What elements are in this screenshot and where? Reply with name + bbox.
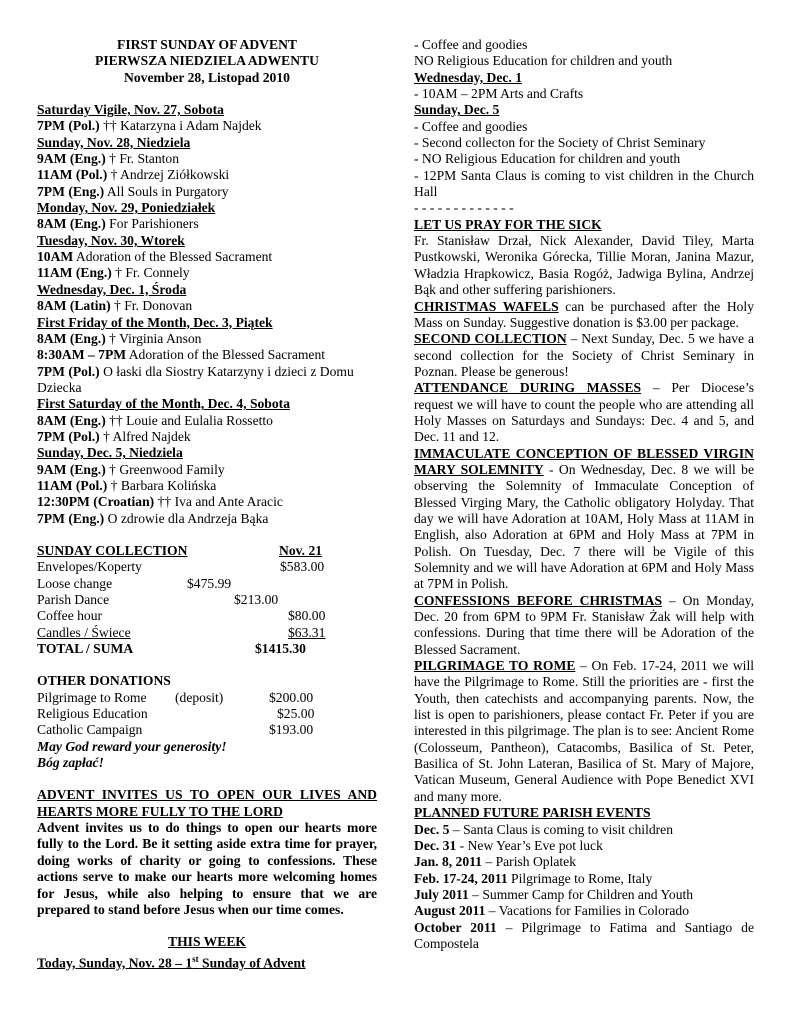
announcement-title: LET US PRAY FOR THE SICK xyxy=(414,216,602,232)
schedule-intention: † Alfred Najdek xyxy=(99,428,191,444)
schedule-intention: †† Katarzyna i Adam Najdek xyxy=(99,118,262,134)
schedule-time: 11AM (Eng.) xyxy=(37,265,112,281)
week-item: - NO Religious Education for children and youth xyxy=(414,151,681,167)
event-item xyxy=(414,854,754,870)
announcement-separator: – xyxy=(566,331,582,347)
event-text: – Summer Camp for Children and Youth xyxy=(468,886,694,902)
announcement xyxy=(414,446,754,593)
donation-row xyxy=(37,690,377,706)
announcement-separator: – xyxy=(641,380,672,396)
schedule-time: 8:30AM – 7PM xyxy=(37,347,127,363)
schedule-entry xyxy=(37,347,377,363)
announcement-title: IMMACULATE CONCEPTION OF BLESSED VIRGIN MARY SOLEMNITY xyxy=(414,445,754,477)
donation-label: Religious Education xyxy=(37,706,148,722)
announcement-body: On Wednesday, Dec. 8 we will be observing the Solemnity of Immaculate Conception of Blessed Virging Mary, the Catholic obligatory Holyday. That day we will have Adoration at 10AM, Holy Mass at 11AM in English, also Adoration at 6PM and Holy Mass at 7PM in Polish. On Tuesday, Dec. 7 there will be Vigile of this Solemnity and we will have Adoration at 6PM and Holy Mass at 7PM in Polish. xyxy=(414,461,754,592)
event-date: Dec. 31 xyxy=(414,837,457,853)
schedule-day: First Saturday of the Month, Dec. 4, Sobota xyxy=(37,396,290,412)
events-heading: PLANNED FUTURE PARISH EVENTS xyxy=(414,805,651,821)
event-item xyxy=(414,822,754,838)
schedule-entry xyxy=(37,265,377,281)
schedule-day: Wednesday, Dec. 1, Środa xyxy=(37,281,187,297)
collection-label: Coffee hour xyxy=(37,608,103,624)
schedule-day: Sunday, Dec. 5, Niedziela xyxy=(37,445,183,461)
schedule-intention: For Parishioners xyxy=(105,216,199,232)
event-date: August 2011 xyxy=(414,903,486,919)
schedule-time: 8AM (Latin) xyxy=(37,298,111,314)
week-day: Wednesday, Dec. 1 xyxy=(414,69,522,85)
schedule-entry xyxy=(37,118,377,134)
collection-amount: $80.00 xyxy=(288,608,326,624)
event-text: – Santa Claus is coming to visit children xyxy=(449,821,674,837)
advent-body: Advent invites us to do things to open our hearts more fully to the Lord. Be it setting aside extra time for prayer, doing works of charity or going to confessions. These actions serve to make our hearts more welcoming homes for Jesus, while also helping to ensure that we are prepared to stand before Jesus when our time comes. xyxy=(37,820,377,917)
collection-heading-row xyxy=(37,543,377,559)
event-text: – Parish Oplatek xyxy=(481,854,576,870)
collection-total-label: TOTAL / SUMA xyxy=(37,641,134,657)
schedule-intention: †† Louie and Eulalia Rossetto xyxy=(105,412,273,428)
schedule-time: 12:30PM (Croatian) xyxy=(37,494,155,510)
schedule-entry xyxy=(37,298,377,314)
collection-row xyxy=(37,625,377,641)
schedule-entry xyxy=(37,331,377,347)
collection-total-row xyxy=(37,641,377,657)
schedule-time: 9AM (Eng.) xyxy=(37,151,106,167)
week-item: - Coffee and goodies xyxy=(414,37,528,52)
donation-amount: $200.00 xyxy=(269,689,314,705)
donation-note: (deposit) xyxy=(175,689,224,705)
event-date: July 2011 xyxy=(414,886,469,902)
left-column xyxy=(37,37,377,971)
announcements xyxy=(414,217,754,805)
announcement-title: SECOND COLLECTION xyxy=(414,331,567,347)
event-text: – Vacations for Families in Colorado xyxy=(485,903,690,919)
announcement-body: On Feb. 17-24, 2011 we will have the Pilgrimage to Rome. Still the priorities are - first the Youth, then catechists and accompanying parents. Now, the list is open to parishioners, please contact Fr. Peter if you are interested in this pilgrimage. The plan is to see: Ancient Rome (Colosseum, Pantheon), Catacombs, Basilica of St. Peter, Basilica of St. John Lateran, Basilica of St. Mary of Majore, Vatican Museum, General Audience with Pope Benedict XVI and many more. xyxy=(414,658,754,804)
event-date: Feb. 17-24, 2011 xyxy=(414,870,508,886)
today-prefix: Today, Sunday, Nov. 28 – 1 xyxy=(37,955,193,971)
event-date: October 2011 xyxy=(414,919,497,935)
collection-amount: $583.00 xyxy=(280,559,325,575)
collection-total-amount: $1415.30 xyxy=(255,641,306,657)
schedule-time: 7PM (Pol.) xyxy=(37,363,100,379)
announcement xyxy=(414,217,754,299)
schedule-entry xyxy=(37,249,377,265)
schedule-time: 8AM (Eng.) xyxy=(37,216,106,232)
collection-heading: SUNDAY COLLECTION xyxy=(37,542,188,558)
event-date: Dec. 5 xyxy=(414,821,450,837)
announcement-separator: – xyxy=(662,592,683,608)
schedule-entry xyxy=(37,478,377,494)
schedule-time: 11AM (Pol.) xyxy=(37,477,108,493)
schedule-entry xyxy=(37,429,377,445)
title-polish: PIERWSZA NIEDZIELA ADWENTU xyxy=(95,53,319,69)
week-item: NO Religious Education for children and youth xyxy=(414,53,673,69)
week-item: - Coffee and goodies xyxy=(414,118,528,134)
event-item xyxy=(414,920,754,953)
schedule-intention: O zdrowie dla Andrzeja Bąka xyxy=(104,510,269,526)
announcement xyxy=(414,331,754,380)
collection-label: Loose change xyxy=(37,575,113,591)
schedule-day: Monday, Nov. 29, Poniedziałek xyxy=(37,200,216,216)
announcement-title: ATTENDANCE DURING MASSES xyxy=(414,380,642,396)
schedule-day: Tuesday, Nov. 30, Wtorek xyxy=(37,232,185,248)
schedule-time: 11AM (Pol.) xyxy=(37,167,108,183)
schedule-time: 7PM (Eng.) xyxy=(37,183,105,199)
donation-amount: $25.00 xyxy=(277,706,315,722)
collection-amount: $63.31 xyxy=(288,624,326,640)
collection-amount: $213.00 xyxy=(234,592,279,607)
schedule-intention: †† Iva and Ante Aracic xyxy=(154,494,283,510)
week-day: Sunday, Dec. 5 xyxy=(414,102,500,118)
sunday-collection xyxy=(37,543,377,657)
schedule-intention: † Greenwood Family xyxy=(105,461,225,477)
event-item xyxy=(414,871,754,887)
today-suffix: Sunday of Advent xyxy=(198,955,306,971)
schedule-time: 7PM (Pol.) xyxy=(37,118,100,134)
collection-row xyxy=(37,592,377,608)
event-date: Jan. 8, 2011 xyxy=(414,854,482,870)
donation-row xyxy=(37,722,377,738)
donation-label: Catholic Campaign xyxy=(37,722,143,738)
announcement-separator: – xyxy=(575,658,592,674)
thanks-english: May God reward your generosity! xyxy=(37,738,227,754)
title-english: FIRST SUNDAY OF ADVENT xyxy=(117,37,297,52)
future-events xyxy=(414,805,754,952)
schedule-day: First Friday of the Month, Dec. 3, Piątek xyxy=(37,314,273,330)
schedule-time: 9AM (Eng.) xyxy=(37,461,106,477)
donations-heading-text: OTHER DONATIONS xyxy=(37,673,171,689)
schedule-intention: † Fr. Connely xyxy=(111,265,190,281)
announcement-body: can be purchased after the Holy Mass on Sunday. Suggestive donation is $3.00 per package. xyxy=(414,298,755,330)
schedule-time: 8AM (Eng.) xyxy=(37,330,106,346)
schedule-intention: All Souls in Purgatory xyxy=(104,183,229,199)
other-donations xyxy=(37,673,377,771)
schedule-intention: Adoration of the Blessed Sacrament xyxy=(73,249,273,265)
bulletin-date: November 28, Listopad 2010 xyxy=(124,69,290,85)
donation-row xyxy=(37,706,377,722)
thanks-polish: Bóg zapłać! xyxy=(37,755,104,771)
donation-label: Pilgrimage to Rome xyxy=(37,689,147,705)
announcement-body: On Monday, Dec. 20 from 6PM to 9PM Fr. Stanisław Żak will help with confessions. During that time there will be Adoration of the Blessed Sacrament. xyxy=(414,592,755,657)
schedule-entry xyxy=(37,184,377,200)
this-week-heading: THIS WEEK xyxy=(168,934,246,950)
right-column xyxy=(414,37,754,952)
schedule-intention: † Fr. Donovan xyxy=(110,298,193,314)
announcement-body: Fr. Stanisław Drzał, Nick Alexander, David Tiley, Marta Pustkowski, Weronika Górecka, Tillie Moran, Janina Mazur, Władzia Hrapkowicz, Basia Rogóż, Jadwiga Bylina, Andrzej Bąk and other suffering parishioners. xyxy=(414,233,754,298)
announcement xyxy=(414,299,754,332)
schedule-intention: Adoration of the Blessed Sacrament xyxy=(126,347,326,363)
announcement-title: CONFESSIONS BEFORE CHRISTMAS xyxy=(414,592,663,608)
mass-schedule xyxy=(37,102,377,527)
schedule-time: 7PM (Eng.) xyxy=(37,510,105,526)
announcement-title: CHRISTMAS WAFELS xyxy=(414,298,559,314)
announcement-title: PILGRIMAGE TO ROME xyxy=(414,658,576,674)
week-item: - 10AM – 2PM Arts and Crafts xyxy=(414,86,584,102)
collection-label: Parish Dance xyxy=(37,592,110,607)
week-item: - - - - - - - - - - - - - xyxy=(414,200,514,216)
event-text: Pilgrimage to Rome, Italy xyxy=(507,870,653,886)
donations-heading xyxy=(37,673,377,689)
collection-amount: $475.99 xyxy=(187,575,232,591)
schedule-time: 10AM xyxy=(37,249,74,265)
events-list xyxy=(414,822,754,953)
today-line xyxy=(37,951,377,972)
collection-date: Nov. 21 xyxy=(279,542,323,558)
schedule-time: 7PM (Pol.) xyxy=(37,428,100,444)
event-item xyxy=(414,903,754,919)
schedule-entry xyxy=(37,413,377,429)
schedule-entry xyxy=(37,167,377,183)
schedule-entry xyxy=(37,511,377,527)
week-item: - 12PM Santa Claus is coming to vist children in the Church Hall xyxy=(414,167,754,200)
schedule-day: Sunday, Nov. 28, Niedziela xyxy=(37,134,191,150)
announcement-body: Next Sunday, Dec. 5 we have a second collection for the Society of Christ Seminary in Poznan. Please be generous! xyxy=(414,331,754,379)
schedule-intention: O łaski dla Siostry Katarzyny i dzieci z Domu Dziecka xyxy=(37,363,354,395)
collection-row xyxy=(37,559,377,575)
collection-row xyxy=(37,608,377,624)
announcement xyxy=(414,593,754,658)
schedule-intention: † Andrzej Ziółkowski xyxy=(107,167,230,183)
advent-heading: ADVENT INVITES US TO OPEN OUR LIVES AND HEARTS MORE FULLY TO THE LORD xyxy=(37,787,377,819)
collection-label: Envelopes/Koperty xyxy=(37,559,142,575)
event-item xyxy=(414,838,754,854)
announcement xyxy=(414,380,754,445)
event-item xyxy=(414,887,754,903)
schedule-entry xyxy=(37,364,377,397)
schedule-intention: † Fr. Stanton xyxy=(105,151,179,167)
schedule-intention: † Barbara Kolińska xyxy=(107,477,217,493)
collection-label: Candles / Świece xyxy=(37,624,131,640)
donation-amount: $193.00 xyxy=(269,722,314,738)
week-item: - Second collecton for the Society of Christ Seminary xyxy=(414,135,706,151)
schedule-entry xyxy=(37,494,377,510)
schedule-entry xyxy=(37,462,377,478)
collection-row xyxy=(37,576,377,592)
schedule-day: Saturday Vigile, Nov. 27, Sobota xyxy=(37,102,224,118)
schedule-intention: † Virginia Anson xyxy=(105,330,202,346)
announcement-body: Per Diocese’s request we will have to count the people who are attending all Holy Masses on Saturdays and Sundays: Dec. 4 and 5, and Dec. 11 and 12. xyxy=(414,380,755,445)
schedule-time: 8AM (Eng.) xyxy=(37,412,106,428)
announcement xyxy=(414,658,754,805)
schedule-entry xyxy=(37,216,377,232)
this-week-list xyxy=(414,37,754,217)
schedule-entry xyxy=(37,151,377,167)
event-text: – Pilgrimage to Fatima and Santiago de Compostela xyxy=(414,919,754,951)
announcement-separator: - xyxy=(543,461,559,477)
today-sup: st xyxy=(192,953,199,964)
event-text: - New Year’s Eve pot luck xyxy=(456,837,603,853)
